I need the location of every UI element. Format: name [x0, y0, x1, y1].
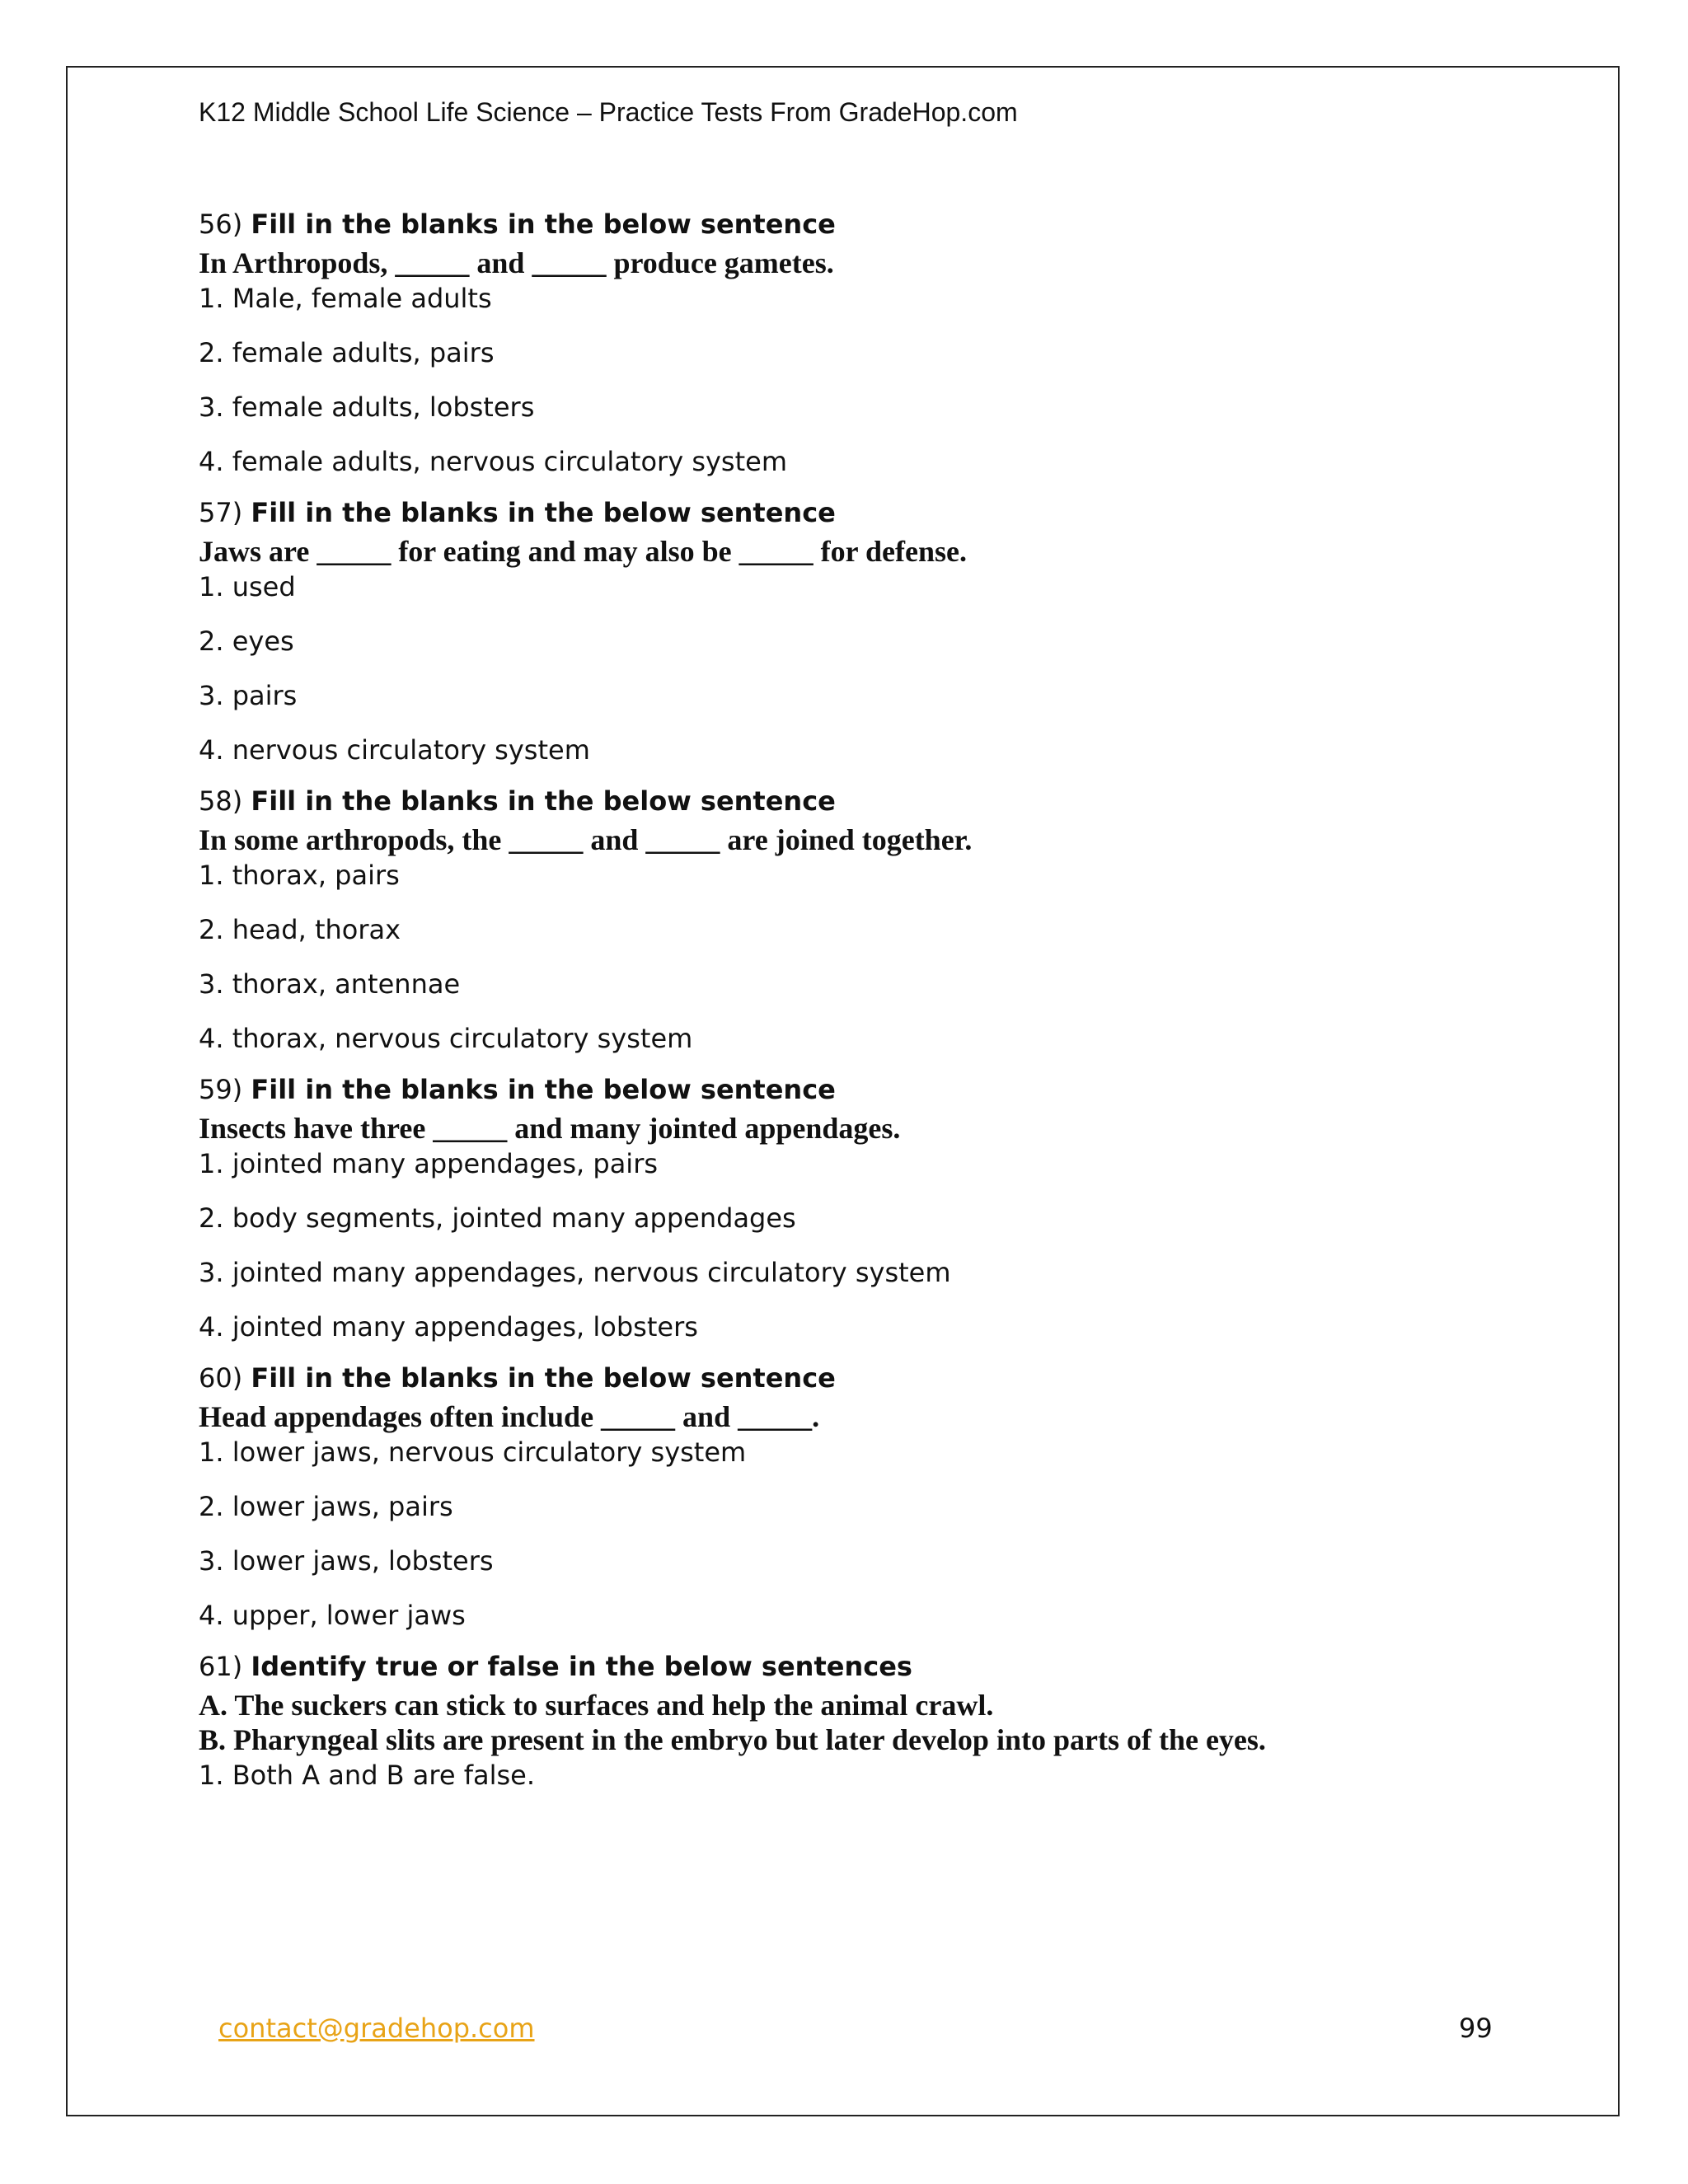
answer-option: 1. Both A and B are false.: [199, 1760, 536, 1791]
answer-options: [199, 280, 1534, 491]
question-heading: [199, 203, 1534, 246]
question-61: [199, 1645, 1534, 1805]
question-sentence: Jaws are _____ for eating and may also be _____ for defense.: [199, 535, 967, 568]
question-instruction: Fill in the blanks in the below sentence: [251, 497, 836, 528]
answer-option: 1. thorax, pairs: [199, 860, 400, 891]
answer-option: 1. used: [199, 571, 296, 602]
question-58: [199, 780, 1534, 1068]
question-heading: [199, 1068, 1534, 1111]
answer-option: 2. female adults, pairs: [199, 337, 495, 368]
question-number: 58): [199, 785, 243, 817]
question-60: [199, 1357, 1534, 1645]
answer-option: 4. upper, lower jaws: [199, 1600, 466, 1631]
answer-option: 1. jointed many appendages, pairs: [199, 1148, 659, 1179]
question-number: 57): [199, 497, 243, 528]
answer-options: [199, 1146, 1534, 1357]
contact-email-link[interactable]: contact@gradehop.com: [218, 2013, 535, 2044]
question-number: 59): [199, 1074, 243, 1105]
question-instruction: Fill in the blanks in the below sentence: [251, 1362, 836, 1394]
answer-option: 2. lower jaws, pairs: [199, 1491, 453, 1522]
question-sentence: B. Pharyngeal slits are present in the embryo but later develop into parts of the eyes.: [199, 1723, 1266, 1756]
question-sentence: Insects have three _____ and many jointed appendages.: [199, 1112, 901, 1145]
answer-option: 3. jointed many appendages, nervous circulatory system: [199, 1257, 951, 1288]
question-59: [199, 1068, 1534, 1357]
answer-option: 2. eyes: [199, 626, 294, 657]
question-instruction: Identify true or false in the below sentences: [251, 1651, 912, 1682]
answer-option: 3. female adults, lobsters: [199, 391, 535, 423]
answer-options: [199, 857, 1534, 1068]
answer-options: [199, 569, 1534, 780]
answer-option: 1. lower jaws, nervous circulatory system: [199, 1436, 747, 1468]
answer-option: 3. pairs: [199, 680, 298, 711]
question-sentence: A. The suckers can stick to surfaces and help the animal crawl.: [199, 1689, 994, 1722]
answer-option: 4. nervous circulatory system: [199, 734, 590, 766]
page-number: 99: [1459, 2013, 1493, 2044]
question-57: [199, 491, 1534, 780]
question-sentence: In some arthropods, the _____ and _____ are joined together.: [199, 823, 973, 856]
answer-option: 2. head, thorax: [199, 914, 401, 945]
answer-option: 4. female adults, nervous circulatory system: [199, 446, 787, 477]
answer-options: [199, 1757, 1534, 1805]
question-56: [199, 203, 1534, 491]
question-heading: [199, 780, 1534, 823]
question-number: 60): [199, 1362, 243, 1394]
question-sentence: In Arthropods, _____ and _____ produce gametes.: [199, 246, 834, 279]
question-instruction: Fill in the blanks in the below sentence: [251, 785, 836, 817]
question-number: 61): [199, 1651, 243, 1682]
question-number: 56): [199, 209, 243, 240]
answer-option: 1. Male, female adults: [199, 283, 492, 314]
question-heading: [199, 491, 1534, 534]
answer-options: [199, 1434, 1534, 1645]
question-instruction: Fill in the blanks in the below sentence: [251, 209, 836, 240]
answer-option: 4. jointed many appendages, lobsters: [199, 1311, 698, 1343]
question-heading: [199, 1645, 1534, 1688]
page-header: K12 Middle School Life Science – Practice Tests From GradeHop.com: [199, 97, 1018, 127]
question-sentence: Head appendages often include _____ and _____.: [199, 1400, 820, 1433]
question-heading: [199, 1357, 1534, 1399]
answer-option: 3. lower jaws, lobsters: [199, 1545, 494, 1577]
question-list: [199, 203, 1534, 1805]
answer-option: 4. thorax, nervous circulatory system: [199, 1023, 693, 1054]
answer-option: 2. body segments, jointed many appendages: [199, 1202, 796, 1234]
question-instruction: Fill in the blanks in the below sentence: [251, 1074, 836, 1105]
answer-option: 3. thorax, antennae: [199, 968, 461, 1000]
